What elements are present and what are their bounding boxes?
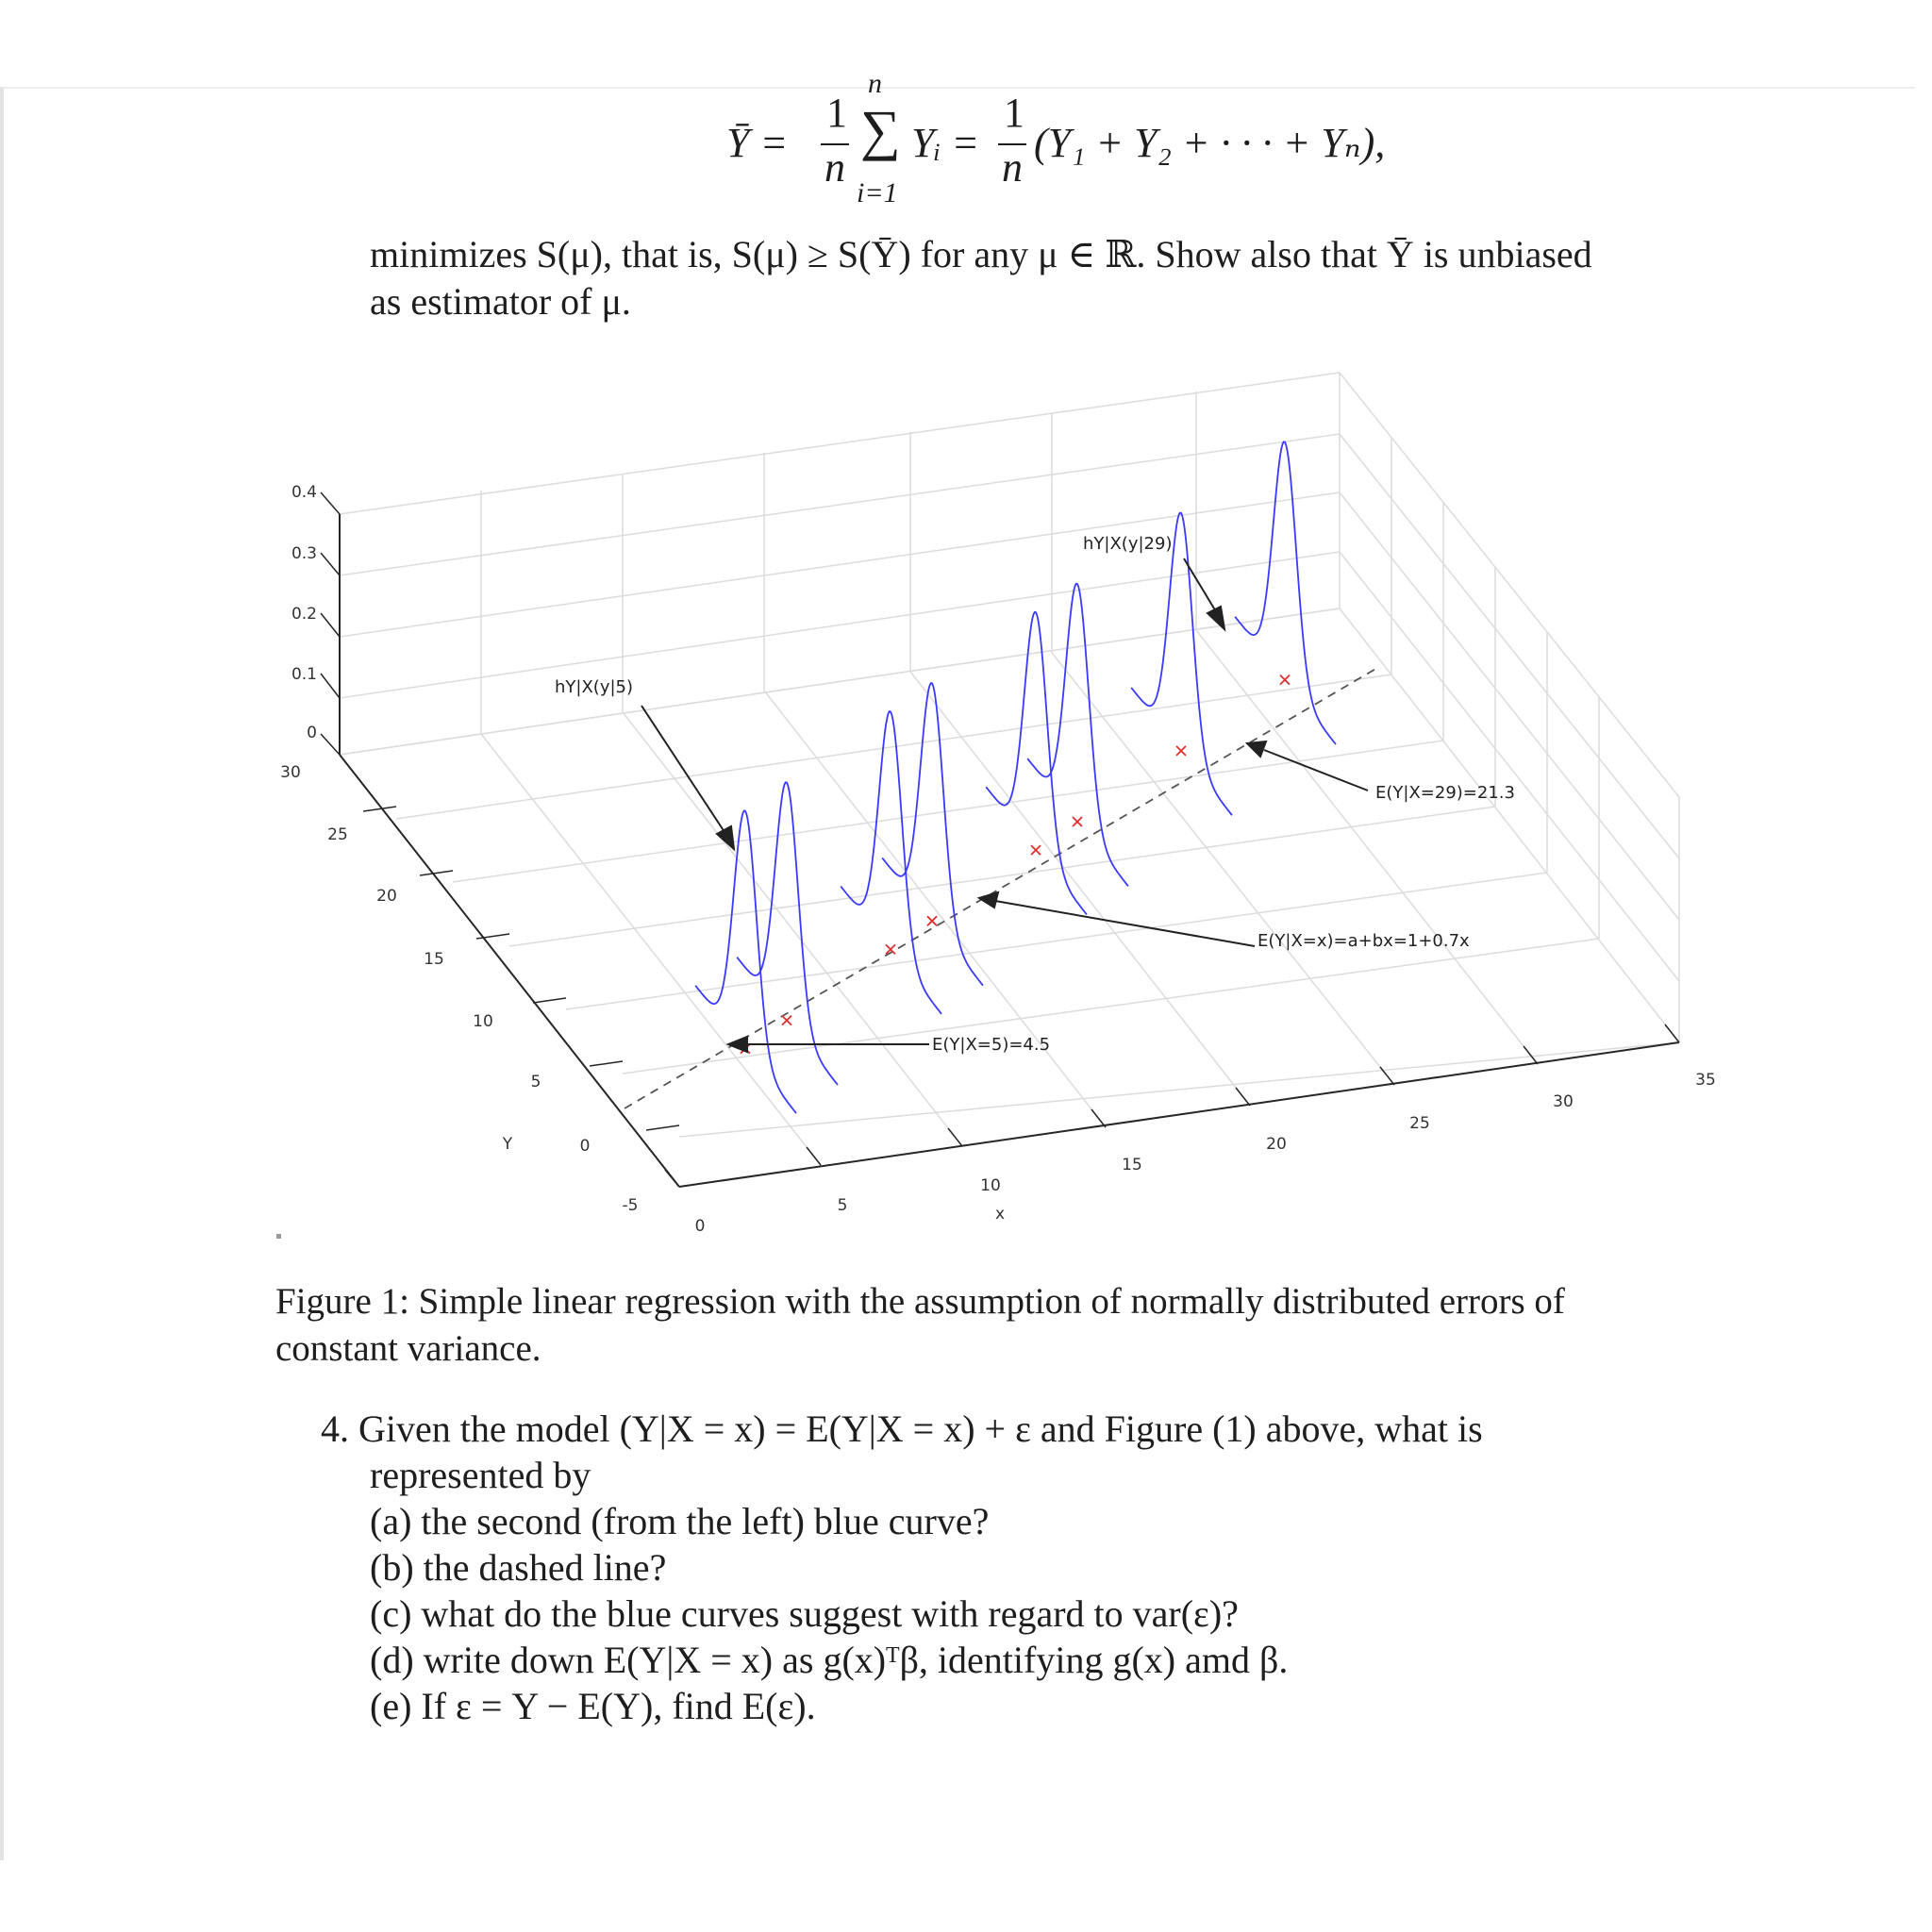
density-curve — [1131, 513, 1232, 816]
arrow-e5 — [728, 1037, 747, 1052]
y-tick-label: 15 — [424, 950, 444, 969]
annotation-e29: E(Y|X=29)=21.3 — [1375, 783, 1515, 803]
x-tick-label: 0 — [694, 1217, 706, 1236]
mean-marker — [1031, 845, 1041, 855]
z-tick-label: 0.2 — [291, 605, 317, 624]
annotation-e5: E(Y|X=5)=4.5 — [932, 1035, 1051, 1055]
mean-marker — [1176, 746, 1186, 756]
eq-rhs: (Y₁ + Y₂ + · · · + Yₙ), — [1034, 120, 1386, 166]
mean-marker — [1073, 817, 1082, 826]
stray-dot — [276, 1234, 281, 1239]
x-axis-line — [679, 1042, 1679, 1187]
question-part-c: (c) what do the blue curves suggest with regard to var(ε)? — [370, 1592, 1239, 1635]
y-tick-label: 25 — [327, 825, 348, 844]
annotation-h29: hY|X(y|29) — [1083, 534, 1173, 554]
text-line-1: minimizes S(μ), that is, S(μ) ≥ S(Ȳ) for any μ ∈ ℝ. Show also that Ȳ is unbiased — [370, 233, 1592, 275]
x-axis-label: x — [994, 1205, 1006, 1224]
density-curve — [695, 810, 796, 1113]
x-tick-label: 30 — [1553, 1092, 1574, 1111]
arrow-eline — [979, 892, 998, 908]
y-tick-label: 30 — [280, 763, 301, 782]
y-tick-label: -5 — [622, 1196, 639, 1215]
eq-frac2-num: 1 — [1004, 90, 1024, 136]
z-tick-label: 0.1 — [291, 665, 317, 684]
z-tick-label: 0 — [307, 724, 317, 742]
question-part-d: (d) write down E(Y|X = x) as g(x)ᵀβ, identifying g(x) amd β. — [370, 1639, 1289, 1681]
text-line-2: as estimator of μ. — [370, 280, 631, 323]
arrow-e29 — [1247, 741, 1266, 757]
figure-caption — [275, 1278, 1724, 1373]
question-part-e: (e) If ε = Y − E(Y), find E(ε). — [370, 1685, 816, 1727]
eq-lhs: Ȳ = — [726, 120, 789, 166]
x-tick-label: 10 — [980, 1176, 1001, 1195]
question-part-b: (b) the dashed line? — [370, 1546, 667, 1589]
mean-markers — [741, 675, 1290, 1054]
mean-marker — [927, 916, 937, 925]
x-tick-label: 20 — [1266, 1135, 1287, 1154]
y-axis-line — [340, 755, 679, 1187]
y-tick-label: 5 — [530, 1073, 541, 1091]
eq-frac2-den: n — [1002, 144, 1023, 191]
arrow-h5 — [717, 826, 734, 849]
question-stem-2: represented by — [370, 1454, 591, 1496]
z-tick-label: 0.3 — [291, 544, 317, 563]
y-tick-label: 20 — [376, 887, 397, 906]
question-stem-1: 4. Given the model (Y|X = x) = E(Y|X = x) + ε and Figure (1) above, what is — [321, 1407, 1483, 1450]
annotation-eline: E(Y|X=x)=a+bx=1+0.7x — [1257, 931, 1470, 951]
density-curve — [737, 782, 838, 1085]
eq-sum-term: Yᵢ = — [911, 120, 980, 166]
density-curve — [882, 683, 983, 986]
z-tick-label: 0.4 — [291, 483, 317, 502]
mean-marker — [782, 1016, 791, 1025]
eq-frac1-num: 1 — [826, 90, 847, 136]
eq-sum-top: n — [868, 68, 882, 99]
eq-sum-symbol: ∑ — [860, 99, 901, 161]
mean-marker — [1280, 675, 1290, 685]
x-tick-label: 25 — [1409, 1114, 1430, 1133]
y-tick-label: 0 — [579, 1137, 591, 1156]
x-tick-label: 15 — [1122, 1156, 1142, 1174]
caption-line-1: Figure 1: Simple linear regression with the assumption of normally distributed errors of — [275, 1281, 1565, 1322]
caption-line-2: constant variance. — [275, 1328, 541, 1369]
eq-sum-bottom: i=1 — [857, 177, 898, 208]
question-4 — [321, 1406, 1726, 1729]
question-part-a: (a) the second (from the left) blue curve? — [370, 1500, 990, 1542]
annotation-h5: hY|X(y|5) — [555, 677, 634, 697]
x-tick-label: 35 — [1695, 1071, 1716, 1090]
y-axis-label: Y — [502, 1135, 513, 1154]
x-tick-label: 5 — [837, 1196, 848, 1215]
y-tick-label: 10 — [473, 1012, 493, 1031]
eq-frac1-den: n — [824, 144, 845, 191]
